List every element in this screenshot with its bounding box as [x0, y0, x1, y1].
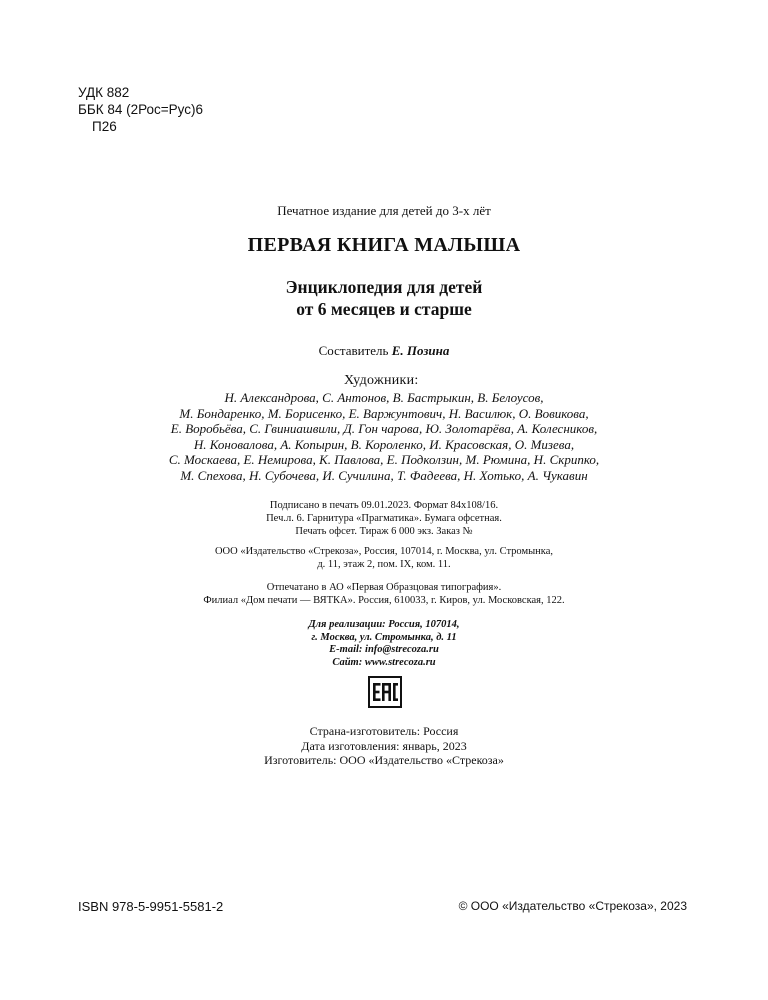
printer-info-line: Отпечатано в АО «Первая Образцовая типография». [266, 582, 502, 593]
sales-address-line: г. Москва, ул. Стромынка, д. 11 [311, 631, 457, 643]
bbk-code: ББК 84 (2Рос=Рус)6 [78, 102, 204, 117]
compiler-label: Составитель [318, 343, 389, 358]
subtitle-line: от 6 месяцев и старше [296, 299, 472, 319]
age-note: Печатное издание для детей до 3-х лёт [277, 203, 491, 218]
sales-contacts [0, 619, 768, 669]
printer-info-line: Филиал «Дом печати — ВЯТКА». Россия, 610033, г. Киров, ул. Московская, 122. [203, 595, 565, 606]
manufacturer-country: Страна-изготовитель: Россия [309, 724, 459, 738]
print-specs-line: Печ.л. 6. Гарнитура «Прагматика». Бумага офсетная. [266, 513, 502, 524]
manufacturer-info [0, 724, 768, 768]
sales-email: E-mail: info@strecoza.ru [329, 644, 439, 655]
printer-info [0, 581, 768, 607]
manufacturer-name: Изготовитель: ООО «Издательство «Стрекоза» [264, 753, 504, 767]
illustrators-line: Н. Александрова, С. Антонов, В. Бастрыкин, В. Белоусов, [224, 390, 544, 405]
subtitle-line: Энциклопедия для детей [285, 277, 483, 297]
book-subtitle [0, 276, 768, 320]
print-specs-line: Печать офсет. Тираж 6 000 экз. Заказ № [295, 526, 473, 537]
compiler-credit [0, 343, 768, 359]
illustrators-line: Е. Воробьёва, С. Гвиниашвили, Д. Гон чарова, Ю. Золотарёва, А. Колесников, [170, 421, 598, 436]
sales-address-line: Для реализации: Россия, 107014, [308, 619, 460, 630]
illustrators-line: С. Москаева, Е. Немирова, К. Павлова, Е. Подколзин, М. Рюмина, Н. Скрипко, [168, 452, 600, 467]
illustrators-heading: Художники: [344, 373, 419, 388]
classification-block [78, 84, 203, 135]
manufacture-date: Дата изготовления: январь, 2023 [301, 738, 467, 753]
eac-certification-icon [368, 676, 402, 708]
publisher-address [0, 545, 768, 571]
publisher-address-line: д. 11, этаж 2, пом. IX, ком. 11. [317, 559, 451, 570]
illustrators-line: М. Бондаренко, М. Борисенко, Е. Варжунтович, Н. Василюк, О. Вовикова, [179, 405, 589, 421]
isbn: ISBN 978-5-9951-5581-2 [78, 899, 224, 914]
publisher-address-line: ООО «Издательство «Стрекоза», Россия, 107014, г. Москва, ул. Стромынка, [214, 546, 554, 557]
sales-website: Сайт: www.strecoza.ru [332, 656, 436, 668]
illustrators-line: М. Спехова, Н. Субочева, И. Сучилина, Т. Фадеева, Н. Хотько, А. Чукавин [180, 467, 588, 483]
udk-code: УДК 882 [78, 85, 130, 100]
copyright-notice: © ООО «Издательство «Стрекоза», 2023 [458, 899, 687, 913]
print-specs [0, 499, 768, 538]
book-title: ПЕРВАЯ КНИГА МАЛЫША [247, 234, 521, 256]
illustrators-list [0, 390, 768, 483]
compiler-name: Е. Позина [391, 343, 450, 358]
author-mark: П26 [92, 119, 117, 134]
illustrators-line: Н. Коновалова, А. Копырин, В. Короленко, И. Красовская, О. Мизева, [193, 436, 575, 452]
print-specs-line: Подписано в печать 09.01.2023. Формат 84х108/16. [269, 500, 499, 511]
